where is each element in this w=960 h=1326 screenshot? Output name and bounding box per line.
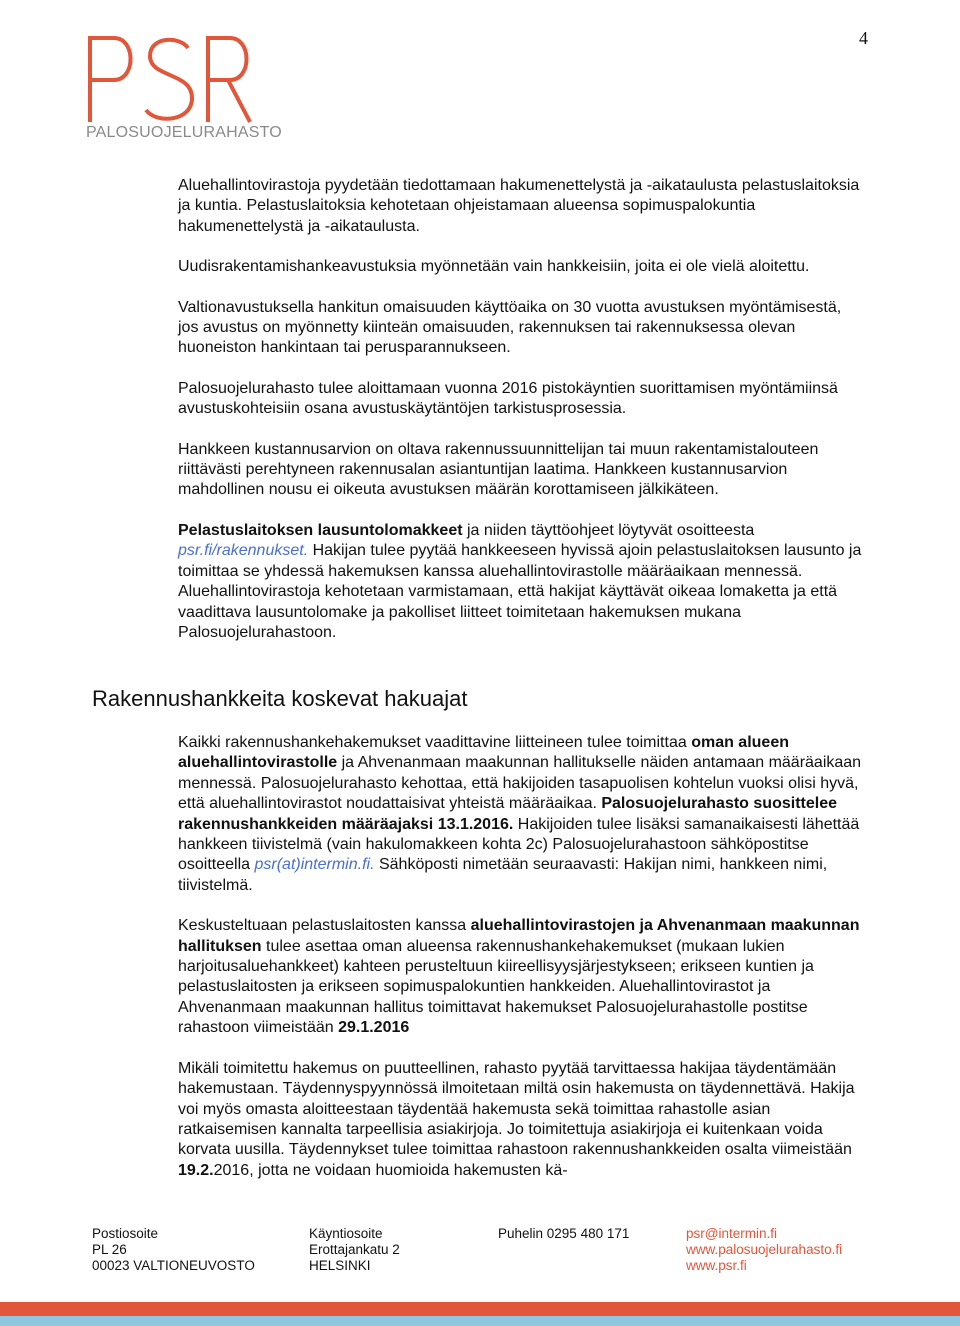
footer-postal-city: 00023 VALTIONEUVOSTO bbox=[92, 1257, 255, 1273]
paragraph-p4 bbox=[178, 379, 862, 420]
text-segment: 2016, jotta ne voidaan huomioida hakemusten kä- bbox=[213, 1161, 568, 1179]
footer-accent-bar bbox=[0, 1302, 960, 1316]
inline-link[interactable]: psr(at)intermin.fi. bbox=[254, 856, 375, 874]
paragraph-p7 bbox=[178, 733, 862, 896]
footer-stripe-bar bbox=[0, 1316, 960, 1326]
footer-website-link[interactable]: www.palosuojelurahasto.fi bbox=[686, 1241, 843, 1257]
footer-postal-label: Postiosoite bbox=[92, 1226, 159, 1241]
bold-text: 19.2. bbox=[178, 1161, 214, 1179]
logo-subtitle: PALOSUOJELURAHASTO bbox=[86, 124, 282, 141]
footer-visit-label: Käyntiosoite bbox=[309, 1226, 383, 1241]
text-segment: Hakijoiden tulee lisäksi samanaikaisesti lähettää hankkeen tiivistelmä (vain hakulomakkeen kohta 2c) Palosuojelurahastoon sähköpostitse osoitteella bbox=[178, 815, 860, 874]
paragraph-p9 bbox=[178, 1059, 862, 1181]
paragraph-p8 bbox=[178, 916, 862, 1038]
content-block-2 bbox=[178, 733, 862, 1181]
content-block-1 bbox=[178, 176, 862, 643]
paragraph-p1 bbox=[178, 176, 862, 237]
text-segment: Valtionavustuksella hankitun omaisuuden käyttöaika on 30 vuotta avustuksen myöntämisestä, jos avustus on myönnetty kiinteän omaisuuden, rakennuksen tai rakennuksessa olevan huoneiston hankintaan tai perusparannukseen. bbox=[178, 298, 842, 357]
text-segment: Mikäli toimitettu hakemus on puutteellinen, rahasto pyytää tarvittaessa hakijaa täydentämään hakemustaan. Täydennyspyynnössä ilmoitetaan miltä osin hakemusta on täydennettävä. Hakija voi myös omasta aloitteestaan täydentää hakemusta sekä toimittaa rahastolle asian ratkaisemisen kannalta tarpeellisia asiakirjoja. Jo toimitettuja asiakirjoja ei kuitenkaan voida korvata uusilla. Täydennykset tulee toimittaa rahastoon rakennushankkeiden osalta viimeistään bbox=[178, 1059, 855, 1159]
footer-phone bbox=[498, 1226, 629, 1242]
text-segment: Keskusteltuaan pelastuslaitosten kanssa bbox=[178, 917, 471, 935]
bold-text: oman alueen aluehallintovirastolle bbox=[178, 734, 789, 772]
text-segment: Aluehallintovirastoja pyydetään tiedottamaan hakumenettelystä ja -aikataulusta pelastuslaitoksia ja kuntia. Pelastuslaitoksia kehotetaan ohjeistamaan alueensa sopimuspalokuntia hakumenettelystä ja -aikataulusta. bbox=[178, 177, 860, 235]
text-segment: Uudisrakentamishankeavustuksia myönnetään vain hankkeisiin, joita ei ole vielä aloitettu. bbox=[178, 258, 810, 276]
text-segment: ja Ahvenanmaan maakunnan hallitukselle näiden antamaan määräaikaan mennessä. Palosuojelurahasto kehottaa, että hakijoiden tasapuolisen kohtelun vuoksi olisi hyvä, että aluehallintovirastot noudattaisivat yhteistä määräaikaa. bbox=[178, 754, 862, 813]
page-number: 4 bbox=[859, 28, 868, 48]
text-segment: tulee asettaa oman alueensa rakennushankehakemukset (mukaan lukien harjoitusaluehankkeet) kahteen perusteltuun kiireellisyysjärjestykseen; erikseen kuntien ja pelastuslaitosten ja erikseen sopimuspalokuntien hankkeiden. Aluehallintovirastot ja Ahvenanmaan maakunnan hallitus toimittavat hakemukset Palosuojelurahastolle postitse rahastoon viimeistään bbox=[178, 937, 814, 1037]
paragraph-p2 bbox=[178, 257, 862, 277]
inline-link[interactable]: psr.fi/rakennukset. bbox=[178, 542, 309, 560]
paragraph-p5 bbox=[178, 440, 862, 501]
footer-links bbox=[686, 1226, 842, 1273]
footer-postal bbox=[92, 1226, 255, 1273]
paragraph-p6 bbox=[178, 521, 862, 643]
paragraph-p3 bbox=[178, 298, 862, 359]
footer-short-website-link[interactable]: www.psr.fi bbox=[686, 1257, 747, 1273]
bold-text: Pelastuslaitoksen lausuntolomakkeet bbox=[178, 521, 463, 539]
bold-text: 29.1.2016 bbox=[338, 1019, 410, 1037]
footer-visit bbox=[309, 1226, 400, 1273]
text-segment: Hakijan tulee pyytää hankkeeseen hyvissä ajoin pelastuslaitoksen lausunto ja toimittaa se yhdessä hakemuksen kanssa aluehallintovirastolle määräaikaan mennessä. Aluehallintovirastoja kehotetaan varmistamaan, että hakijat käyttävät oikeaa lomaketta ja että vaadittava lausuntolomake ja pakolliset liitteet toimitetaan hakemuksen mukana Palosuojelurahastoon. bbox=[178, 542, 862, 641]
section-heading: Rakennushankkeita koskevat hakuajat bbox=[92, 686, 468, 711]
bold-text: Palosuojelurahasto suosittelee rakennushankkeiden määräajaksi 13.1.2016. bbox=[178, 795, 837, 833]
footer-postal-box: PL 26 bbox=[92, 1241, 127, 1257]
bold-text: aluehallintovirastojen ja Ahvenanmaan maakunnan hallituksen bbox=[178, 917, 860, 955]
footer-visit-city: HELSINKI bbox=[309, 1257, 371, 1273]
text-segment: ja niiden täyttöohjeet löytyvät osoitteesta bbox=[462, 521, 755, 539]
text-segment: Sähköposti nimetään seuraavasti: Hakijan nimi, hankkeen nimi, tiivistelmä. bbox=[178, 856, 828, 894]
text-segment: Kaikki rakennushankehakemukset vaadittavine liitteineen tulee toimittaa bbox=[178, 734, 692, 751]
footer-phone-number: Puhelin 0295 480 171 bbox=[498, 1226, 630, 1241]
footer-visit-street: Erottajankatu 2 bbox=[309, 1241, 400, 1257]
text-segment: Palosuojelurahasto tulee aloittamaan vuonna 2016 pistokäyntien suorittamisen myöntämiinsä avustuskohteisiin osana avustuskäytäntöjen tarkistusprosessia. bbox=[178, 379, 838, 418]
text-segment: Hankkeen kustannusarvion on oltava rakennussuunnittelijan tai muun rakentamistalouteen riittävästi perehtyneen rakennusalan asiantuntijan laatima. Hankkeen kustannusarvion mahdollinen nousu ei oikeuta avustuksen määrän korottamiseen jälkikäteen. bbox=[178, 440, 819, 499]
footer-email-link[interactable]: psr@intermin.fi bbox=[686, 1226, 777, 1241]
